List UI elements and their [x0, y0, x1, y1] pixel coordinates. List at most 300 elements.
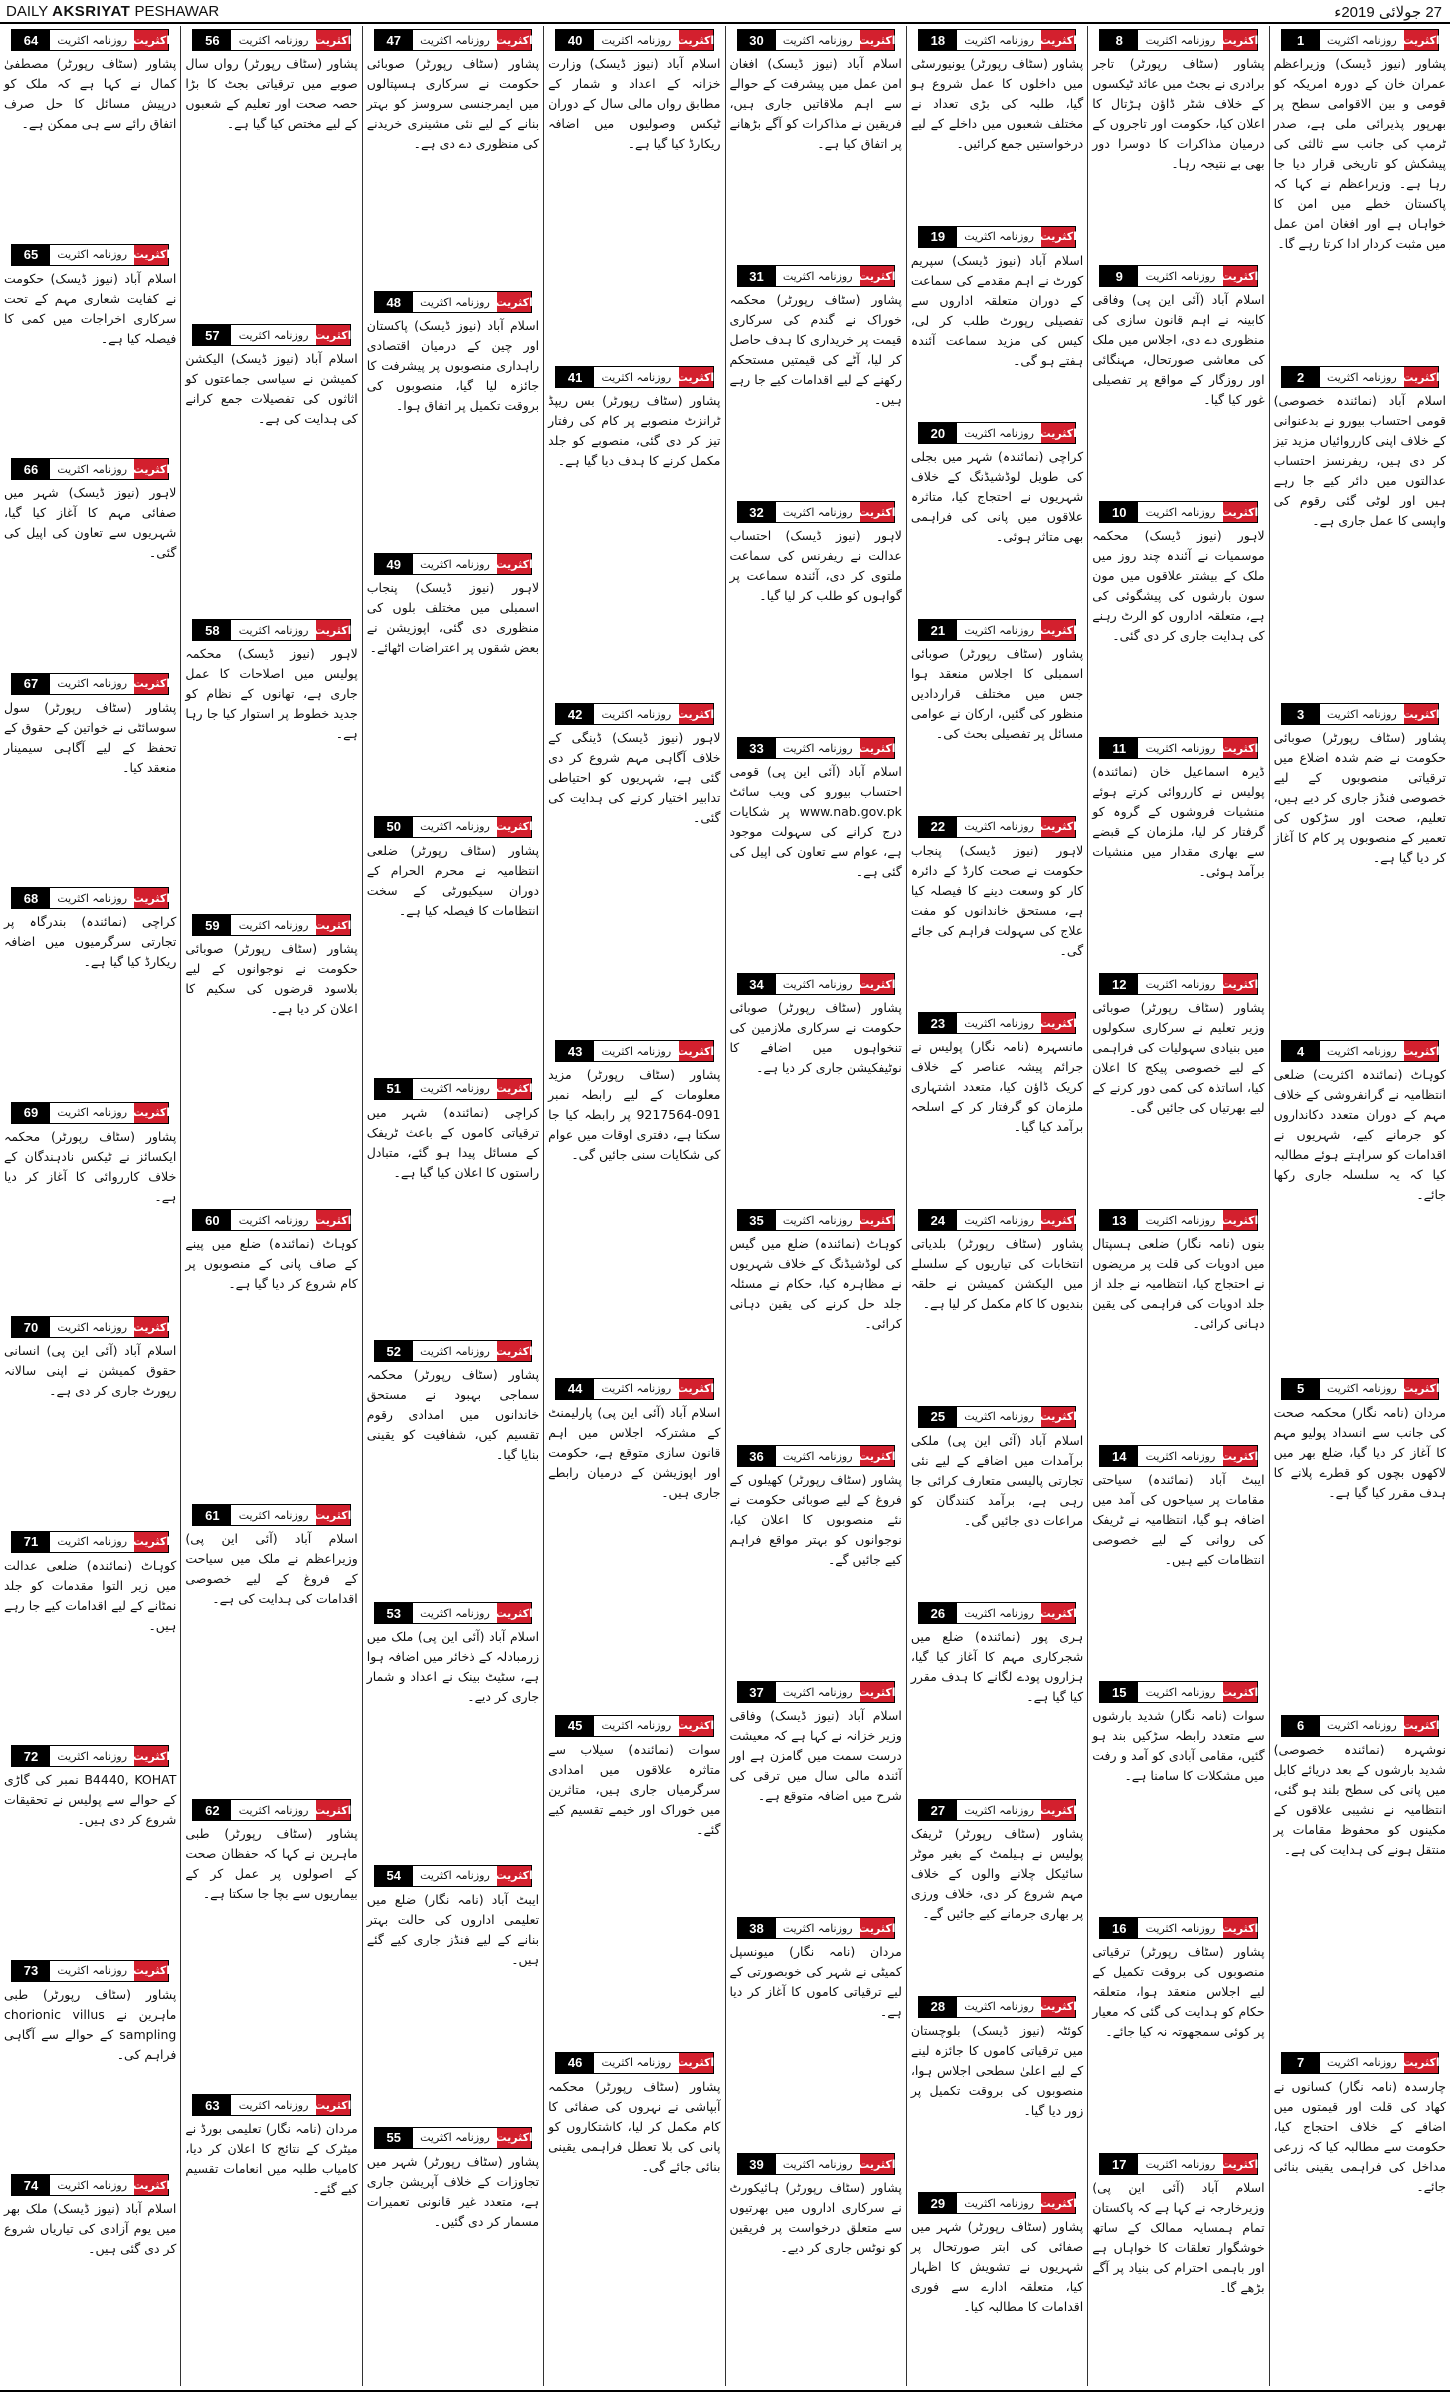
- classified-item: [366, 1862, 540, 2124]
- item-header: [1281, 1378, 1439, 1400]
- column: [362, 26, 543, 2386]
- item-text: اسلام آباد (نیوز ڈیسک) افغان امن عمل میں پیشرفت کے حوالے سے اہم ملاقاتیں جاری ہیں، فریقین نے مذاکرات کو آگے بڑھانے پر اتفاق کیا ہے۔: [729, 56, 902, 151]
- source-label: روزنامہ اکثریت: [1138, 30, 1222, 50]
- item-text: پشاور (سٹاف رپورٹر) محکمہ آبپاشی نے نہروں کی صفائی کا کام مکمل کر لیا، کاشتکاروں کو پانی کی بلا تعطل فراہمی یقینی بنائی جائے گی۔: [548, 2078, 721, 2174]
- source-label: روزنامہ اکثریت: [50, 1746, 134, 1766]
- source-label: روزنامہ اکثریت: [776, 1210, 860, 1230]
- item-number: 58: [193, 620, 231, 640]
- item-text: لاہور (نیوز ڈیسک) محکمہ پولیس میں اصلاحات کا عمل جاری ہے، تھانوں کے نظام کو جدید خطوط پر استوار کیا جا رہا ہے۔: [185, 646, 358, 741]
- classified-item: [1091, 1206, 1265, 1442]
- paper-logo-badge: اکثریت: [1223, 2154, 1257, 2174]
- source-label: روزنامہ اکثریت: [957, 817, 1041, 837]
- item-number: 43: [556, 1041, 594, 1061]
- item-header: [374, 291, 532, 313]
- item-number: 74: [12, 2175, 50, 2195]
- item-number: 26: [919, 1603, 957, 1623]
- item-number: 65: [12, 245, 50, 265]
- item-text: اسلام آباد (آئی این پی) ملک میں زرمبادلہ کے ذخائر میں اضافہ ہوا ہے، سٹیٹ بینک نے اعداد و شمار جاری کر دیے۔: [366, 1629, 540, 1705]
- item-header: [1099, 265, 1257, 287]
- classified-item: [184, 26, 358, 321]
- item-number: 13: [1100, 1210, 1138, 1230]
- classified-item: [366, 26, 540, 288]
- source-label: روزنامہ اکثریت: [776, 502, 860, 522]
- source-label: روزنامہ اکثریت: [594, 2053, 678, 2073]
- item-number: 41: [556, 367, 594, 387]
- item-number: 6: [1282, 1716, 1320, 1736]
- item-header: [1099, 737, 1257, 759]
- item-header: [1099, 1681, 1257, 1703]
- item-number: 32: [738, 502, 776, 522]
- item-text: اسلام آباد (آئی این پی) وفاقی کابینہ نے اہم قانون سازی کی منظوری دے دی، اجلاس میں ملک کی معاشی صورتحال، مہنگائی اور روزگار کے مواقع پر تفصیلی غور کیا گیا۔: [1092, 292, 1265, 407]
- item-text: ہری پور (نمائندہ) ضلع میں شجرکاری مہم کا آغاز کیا گیا، ہزاروں پودے لگانے کا ہدف مقرر کیا گیا ہے۔: [910, 1629, 1084, 1705]
- item-text: ایبٹ آباد (نمائندہ) سیاحتی مقامات پر سیاحوں کی آمد میں اضافہ ہو گیا، انتظامیہ نے ٹریفک کی روانی کے لیے خصوصی انتظامات کیے ہیں۔: [1092, 1472, 1265, 1567]
- paper-logo-badge: اکثریت: [316, 30, 350, 50]
- item-header: [918, 1012, 1076, 1034]
- item-text: ایبٹ آباد (نامہ نگار) ضلع میں تعلیمی اداروں کی حالت بہتر بنانے کے لیے فنڈز جاری کیے گئے ہیں۔: [366, 1891, 540, 1967]
- paper-logo-badge: اکثریت: [1041, 1997, 1075, 2017]
- paper-logo-badge: اکثریت: [679, 704, 713, 724]
- source-label: روزنامہ اکثریت: [957, 1210, 1041, 1230]
- source-label: روزنامہ اکثریت: [957, 1013, 1041, 1033]
- paper-logo-badge: اکثریت: [679, 1716, 713, 1736]
- item-number: 66: [12, 459, 50, 479]
- source-label: روزنامہ اکثریت: [413, 817, 497, 837]
- paper-logo-badge: اکثریت: [860, 974, 894, 994]
- classified-item: [729, 498, 903, 734]
- item-text: پشاور (سٹاف رپورٹر) سول سوسائٹی نے خواتین کے حقوق کے تحفظ کے لیے آگاہی سیمینار منعقد کیا۔: [4, 699, 177, 775]
- source-label: روزنامہ اکثریت: [776, 738, 860, 758]
- source-label: روزنامہ اکثریت: [231, 30, 315, 50]
- item-number: 52: [375, 1341, 413, 1361]
- item-header: [192, 1799, 350, 1821]
- classified-item: [1091, 2150, 1265, 2386]
- paper-logo-badge: اکثریت: [134, 1317, 168, 1337]
- item-header: [11, 673, 169, 695]
- item-text: اسلام آباد (آئی این پی) وزیراعظم نے ملک میں سیاحت کے فروغ کے لیے خصوصی اقدامات کی ہدایت کی ہے۔: [185, 1531, 358, 1606]
- source-label: روزنامہ اکثریت: [776, 1446, 860, 1466]
- item-header: [1281, 1715, 1439, 1737]
- source-label: روزنامہ اکثریت: [1138, 1210, 1222, 1230]
- classified-item: [184, 1206, 358, 1501]
- item-text: پشاور (سٹاف رپورٹر) صوبائی حکومت نے ضم شدہ اضلاع میں ترقیاتی منصوبوں کے لیے خصوصی فنڈز جاری کر دیے ہیں، تعلیم، صحت اور سڑکوں کی تعمیر کے منصوبوں پر کام کا آغاز کر دیا گیا ہے۔: [1273, 730, 1446, 866]
- item-text: پشاور (نیوز ڈیسک) وزیراعظم عمران خان کے دورہ امریکہ کو قومی و بین الاقوامی سطح پر بھرپور پذیرائی ملی ہے، صدر ٹرمپ کی جانب سے ثالثی کی پیشکش کو تاریخی قرار دیا جا رہا ہے۔ وزیراعظم نے کہا کہ پاکستان خطے میں امن کا خواہاں ہے اور افغان امن عمل میں مثبت کردار ادا کرتا رہے گا۔: [1273, 56, 1446, 251]
- source-label: روزنامہ اکثریت: [1320, 30, 1404, 50]
- item-text: پشاور (سٹاف رپورٹر) صوبائی حکومت نے سرکاری ہسپتالوں میں ایمرجنسی سروسز کو بہتر بنانے کے لیے نئی مشینری خریدنے کی منظوری دے دی ہے۔: [366, 56, 540, 151]
- item-number: 72: [12, 1746, 50, 1766]
- item-text: کراچی (نمائندہ) بندرگاہ پر تجارتی سرگرمیوں میں اضافہ ریکارڈ کیا گیا ہے۔: [4, 914, 177, 970]
- source-label: روزنامہ اکثریت: [1320, 1041, 1404, 1061]
- item-header: [555, 1040, 713, 1062]
- item-text: اسلام آباد (نمائندہ خصوصی) قومی احتساب بیورو نے بدعنوانی کے خلاف اپنی کارروائیاں مزید تیز کر دی ہیں، ریفرنسز احتساب عدالتوں میں دائر کیے جا رہے ہیں اور لوٹی گئی رقوم کی واپسی کا عمل جاری ہے۔: [1273, 393, 1446, 529]
- paper-logo-badge: اکثریت: [1041, 227, 1075, 247]
- item-text: پشاور (سٹاف رپورٹر) ہائیکورٹ نے سرکاری اداروں میں بھرتیوں سے متعلق درخواست پر فریقین کو نوٹس جاری کر دیے۔: [729, 2180, 902, 2255]
- item-header: [374, 1340, 532, 1362]
- source-label: روزنامہ اکثریت: [1320, 2053, 1404, 2073]
- column: [725, 26, 906, 2386]
- paper-logo-badge: اکثریت: [1223, 1446, 1257, 1466]
- item-text: کراچی (نمائندہ) شہر میں ترقیاتی کاموں کے باعث ٹریفک کے مسائل پیدا ہو گئے، متبادل راستوں کا اعلان کیا گیا ہے۔: [366, 1104, 540, 1180]
- classified-item: [1273, 700, 1447, 1037]
- item-header: [192, 619, 350, 641]
- source-label: روزنامہ اکثریت: [1320, 367, 1404, 387]
- paper-logo-badge: اکثریت: [134, 245, 168, 265]
- classified-item: [910, 1403, 1084, 1600]
- paper-logo-badge: اکثریت: [1223, 974, 1257, 994]
- paper-logo-badge: اکثریت: [497, 292, 531, 312]
- source-label: روزنامہ اکثریت: [957, 1407, 1041, 1427]
- item-number: 14: [1100, 1446, 1138, 1466]
- source-label: روزنامہ اکثریت: [957, 1800, 1041, 1820]
- classified-item: [1091, 1442, 1265, 1678]
- item-text: پشاور (سٹاف رپورٹر) محکمہ سماجی بہبود نے مستحق خاندانوں میں امدادی رقوم تقسیم کیں، شفافیت کو یقینی بنایا گیا۔: [366, 1367, 540, 1463]
- classified-item: [366, 288, 540, 550]
- source-label: روزنامہ اکثریت: [594, 1379, 678, 1399]
- item-number: 21: [919, 620, 957, 640]
- paper-logo-badge: اکثریت: [497, 1341, 531, 1361]
- item-header: [737, 973, 895, 995]
- paper-logo-badge: اکثریت: [1041, 1407, 1075, 1427]
- paper-logo-badge: اکثریت: [1404, 2053, 1438, 2073]
- source-label: روزنامہ اکثریت: [413, 1603, 497, 1623]
- item-text: اسلام آباد (آئی این پی) انسانی حقوق کمیشن نے اپنی سالانہ رپورٹ جاری کر دی ہے۔: [4, 1343, 177, 1399]
- classified-item: [547, 700, 721, 1037]
- item-text: مانسہرہ (نامہ نگار) پولیس نے جرائم پیشہ عناصر کے خلاف کریک ڈاؤن کیا، متعدد اشتہاری ملزمان کو گرفتار کر کے اسلحہ برآمد کیا گیا۔: [910, 1039, 1084, 1135]
- item-header: [918, 1406, 1076, 1428]
- classified-item: [366, 1599, 540, 1861]
- source-label: روزنامہ اکثریت: [50, 245, 134, 265]
- paper-logo-badge: اکثریت: [1404, 1716, 1438, 1736]
- paper-logo-badge: اکثریت: [134, 888, 168, 908]
- item-number: 24: [919, 1210, 957, 1230]
- source-label: روزنامہ اکثریت: [50, 674, 134, 694]
- item-text: لاہور (نیوز ڈیسک) ڈینگی کے خلاف آگاہی مہم شروع کر دی گئی ہے، شہریوں کو احتیاطی تدابیر اختیار کرنے کی ہدایت کی گئی۔: [548, 730, 721, 826]
- paper-logo-badge: اکثریت: [860, 1210, 894, 1230]
- item-header: [374, 553, 532, 575]
- classified-item: [184, 1501, 358, 1796]
- issue-date: 27 جولائی 2019ء: [1334, 4, 1442, 21]
- item-number: 34: [738, 974, 776, 994]
- item-header: [555, 2052, 713, 2074]
- column: [543, 26, 724, 2386]
- item-number: 9: [1100, 266, 1138, 286]
- paper-logo-badge: اکثریت: [1404, 1041, 1438, 1061]
- item-number: 35: [738, 1210, 776, 1230]
- item-header: [1281, 703, 1439, 725]
- item-header: [1099, 1209, 1257, 1231]
- item-header: [555, 1715, 713, 1737]
- item-text: اسلام آباد (نیوز ڈیسک) وفاقی وزیر خزانہ نے کہا ہے کہ معیشت درست سمت میں گامزن ہے اور آئندہ مالی سال میں ترقی کی شرح میں اضافہ متوقع ہے۔: [729, 1708, 902, 1803]
- item-number: 4: [1282, 1041, 1320, 1061]
- classified-item: [729, 26, 903, 262]
- source-label: روزنامہ اکثریت: [50, 1103, 134, 1123]
- classified-item: [1273, 363, 1447, 700]
- classified-item: [3, 26, 177, 241]
- item-header: [737, 1917, 895, 1939]
- paper-logo-badge: اکثریت: [679, 1041, 713, 1061]
- paper-logo-badge: اکثریت: [1223, 1918, 1257, 1938]
- item-text: پشاور (سٹاف رپورٹر) تاجر برادری نے بجٹ میں عائد ٹیکسوں کے خلاف شٹر ڈاؤن ہڑتال کا اعلان کیا، حکومت اور تاجروں کے درمیان مذاکرات کا دوسرا دور بھی بے نتیجہ رہا۔: [1092, 56, 1265, 171]
- paper-logo-badge: اکثریت: [1223, 1210, 1257, 1230]
- source-label: روزنامہ اکثریت: [1320, 1716, 1404, 1736]
- source-label: روزنامہ اکثریت: [1138, 1682, 1222, 1702]
- item-header: [11, 458, 169, 480]
- item-text: لاہور (نیوز ڈیسک) محکمہ موسمیات نے آئندہ چند روز میں ملک کے بیشتر علاقوں میں مون سون بارشوں کی پیشگوئی کی ہے، متعلقہ اداروں کو الرٹ رہنے کی ہدایت جاری کر دی گئی۔: [1092, 528, 1265, 643]
- paper-logo-badge: اکثریت: [1223, 30, 1257, 50]
- item-text: لاہور (نیوز ڈیسک) پنجاب حکومت نے صحت کارڈ کے دائرہ کار کو وسعت دینے کا فیصلہ کیا ہے، مستحق خاندانوں کو مفت علاج کی سہولت فراہم کی جائے گی۔: [910, 842, 1084, 958]
- source-label: روزنامہ اکثریت: [413, 554, 497, 574]
- item-number: 25: [919, 1407, 957, 1427]
- classified-item: [910, 616, 1084, 813]
- item-number: 37: [738, 1682, 776, 1702]
- source-label: روزنامہ اکثریت: [594, 1716, 678, 1736]
- item-text: پشاور (سٹاف رپورٹر) طبی ماہرین نے کہا کہ حفظان صحت کے اصولوں پر عمل کر کے بیماریوں سے بچا جا سکتا ہے۔: [185, 1826, 358, 1901]
- source-label: روزنامہ اکثریت: [594, 30, 678, 50]
- item-number: 64: [12, 30, 50, 50]
- classified-item: [910, 813, 1084, 1010]
- paper-logo-badge: اکثریت: [1041, 1013, 1075, 1033]
- classified-item: [910, 1599, 1084, 1796]
- source-label: روزنامہ اکثریت: [1138, 738, 1222, 758]
- paper-logo-badge: اکثریت: [1041, 2193, 1075, 2213]
- item-text: اسلام آباد (نیوز ڈیسک) وزارت خزانہ کے اعداد و شمار کے مطابق رواں مالی سال کے دوران ٹیکس وصولیوں میں اضافہ ریکارڈ کیا گیا ہے۔: [548, 56, 721, 151]
- paper-logo-badge: اکثریت: [497, 1079, 531, 1099]
- item-header: [918, 2192, 1076, 2214]
- item-header: [918, 1602, 1076, 1624]
- item-number: 20: [919, 423, 957, 443]
- paper-logo-badge: اکثریت: [316, 1800, 350, 1820]
- item-header: [555, 366, 713, 388]
- item-number: 42: [556, 704, 594, 724]
- item-header: [1099, 2153, 1257, 2175]
- item-number: 47: [375, 30, 413, 50]
- classified-item: [1091, 734, 1265, 970]
- paper-logo-badge: اکثریت: [860, 30, 894, 50]
- item-header: [192, 914, 350, 936]
- item-number: 53: [375, 1603, 413, 1623]
- item-number: 11: [1100, 738, 1138, 758]
- source-label: روزنامہ اکثریت: [957, 2193, 1041, 2213]
- item-header: [11, 2174, 169, 2196]
- item-text: پشاور (سٹاف رپورٹر) ترقیاتی منصوبوں کی بروقت تکمیل کے لیے اجلاس منعقد ہوا، متعلقہ حکام کو ہدایت کی گئی کہ معیار پر کوئی سمجھوتہ نہ کیا جائے۔: [1092, 1944, 1265, 2039]
- paper-logo-badge: اکثریت: [1223, 266, 1257, 286]
- item-header: [737, 265, 895, 287]
- item-number: 30: [738, 30, 776, 50]
- item-number: 1: [1282, 30, 1320, 50]
- source-label: روزنامہ اکثریت: [50, 1961, 134, 1981]
- paper-logo-badge: اکثریت: [1404, 1379, 1438, 1399]
- classified-item: [1091, 262, 1265, 498]
- source-label: روزنامہ اکثریت: [1138, 1918, 1222, 1938]
- item-number: 28: [919, 1997, 957, 2017]
- column: [906, 26, 1087, 2386]
- source-label: روزنامہ اکثریت: [1320, 1379, 1404, 1399]
- item-header: [1281, 2052, 1439, 2074]
- source-label: روزنامہ اکثریت: [50, 30, 134, 50]
- item-number: 44: [556, 1379, 594, 1399]
- item-text: پشاور (سٹاف رپورٹر) مزید معلومات کے لیے رابطہ نمبر 091-9217564 پر رابطہ کیا جا سکتا ہے، دفتری اوقات میں عوام کی شکایات سنی جائیں گی۔: [548, 1067, 721, 1163]
- item-text: اسلام آباد (آئی این پی) قومی احتساب بیورو کی ویب سائٹ www.nab.gov.pk پر شکایات درج کرانے کی سہولت موجود ہے، عوام سے تعاون کی اپیل کی گئی ہے۔: [729, 764, 902, 879]
- item-number: 54: [375, 1866, 413, 1886]
- columns-container: [0, 26, 1450, 2386]
- classified-item: [547, 1037, 721, 1374]
- item-header: [192, 324, 350, 346]
- item-header: [1281, 1040, 1439, 1062]
- source-label: روزنامہ اکثریت: [231, 1505, 315, 1525]
- source-label: روزنامہ اکثریت: [957, 227, 1041, 247]
- item-text: پشاور (سٹاف رپورٹر) شہر میں تجاوزات کے خلاف آپریشن جاری ہے، متعدد غیر قانونی تعمیرات مسمار کر دی گئیں۔: [366, 2153, 540, 2229]
- paper-logo-badge: اکثریت: [679, 1379, 713, 1399]
- paper-logo-badge: اکثریت: [316, 1505, 350, 1525]
- classified-item: [910, 26, 1084, 223]
- classified-item: [3, 241, 177, 456]
- item-header: [11, 887, 169, 909]
- item-text: اسلام آباد (آئی این پی) پارلیمنٹ کے مشترکہ اجلاس میں اہم قانون سازی متوقع ہے، حکومت اور اپوزیشن کے درمیان رابطے جاری ہیں۔: [548, 1404, 721, 1500]
- classified-item: [184, 1796, 358, 2091]
- item-text: سوات (نمائندہ) سیلاب سے متاثرہ علاقوں میں امدادی سرگرمیاں جاری ہیں، متاثرین میں خوراک اور خیمے تقسیم کیے گئے۔: [548, 1741, 721, 1837]
- paper-logo-badge: اکثریت: [134, 1961, 168, 1981]
- source-label: روزنامہ اکثریت: [231, 325, 315, 345]
- item-text: اسلام آباد (نیوز ڈیسک) ملک بھر میں یوم آزادی کی تیاریاں شروع کر دی گئی ہیں۔: [4, 2201, 177, 2257]
- item-header: [1281, 29, 1439, 51]
- item-number: 68: [12, 888, 50, 908]
- paper-logo-badge: اکثریت: [497, 817, 531, 837]
- item-number: 3: [1282, 704, 1320, 724]
- classified-item: [729, 1914, 903, 2150]
- source-label: روزنامہ اکثریت: [50, 1532, 134, 1552]
- source-label: روزنامہ اکثریت: [1138, 1446, 1222, 1466]
- item-number: 59: [193, 915, 231, 935]
- source-label: روزنامہ اکثریت: [50, 459, 134, 479]
- paper-logo-badge: اکثریت: [1223, 502, 1257, 522]
- item-text: پشاور (سٹاف رپورٹر) یونیورسٹی میں داخلوں کا عمل شروع ہو گیا، طلبہ کی بڑی تعداد نے مختلف شعبوں میں داخلے کے لیے درخواستیں جمع کرائیں۔: [910, 56, 1084, 151]
- paper-logo-badge: اکثریت: [497, 554, 531, 574]
- item-text: کوہاٹ (نمائندہ) ضلع میں پینے کے صاف پانی کے منصوبوں پر کام شروع کر دیا گیا ہے۔: [185, 1236, 358, 1291]
- item-header: [737, 2153, 895, 2175]
- item-number: 16: [1100, 1918, 1138, 1938]
- item-text: اسلام آباد (نیوز ڈیسک) سپریم کورٹ نے اہم مقدمے کی سماعت کے دوران متعلقہ اداروں سے تفصیلی رپورٹ طلب کر لی، کیس کی مزید سماعت آئندہ ہفتے ہو گی۔: [910, 252, 1084, 368]
- item-number: 69: [12, 1103, 50, 1123]
- classified-item: [3, 2171, 177, 2386]
- paper-logo-badge: اکثریت: [1404, 367, 1438, 387]
- source-label: روزنامہ اکثریت: [1138, 974, 1222, 994]
- column: [0, 26, 180, 2386]
- item-header: [1099, 1917, 1257, 1939]
- source-label: روزنامہ اکثریت: [413, 1079, 497, 1099]
- item-text: پشاور (سٹاف رپورٹر) بلدیاتی انتخابات کی تیاریوں کے سلسلے میں الیکشن کمیشن نے حلقہ بندیوں کا کام مکمل کر لیا ہے۔: [910, 1236, 1084, 1312]
- item-header: [374, 1865, 532, 1887]
- item-number: 27: [919, 1800, 957, 1820]
- item-number: 71: [12, 1532, 50, 1552]
- item-text: پشاور (سٹاف رپورٹر) محکمہ ایکسائز نے ٹیکس نادہندگان کے خلاف کارروائی کا آغاز کر دیا ہے۔: [4, 1128, 177, 1204]
- source-label: روزنامہ اکثریت: [231, 1800, 315, 1820]
- classified-item: [910, 1796, 1084, 1993]
- classified-item: [3, 1957, 177, 2172]
- item-text: پشاور (سٹاف رپورٹر) کھیلوں کے فروغ کے لیے صوبائی حکومت نے نئے منصوبوں کا اعلان کیا، نوجوانوں کو بہتر مواقع فراہم کیے جائیں گے۔: [729, 1472, 902, 1567]
- source-label: روزنامہ اکثریت: [413, 1341, 497, 1361]
- classified-item: [3, 1528, 177, 1743]
- item-header: [374, 1078, 532, 1100]
- classified-item: [3, 455, 177, 670]
- paper-logo-badge: اکثریت: [134, 1532, 168, 1552]
- paper-logo-badge: اکثریت: [497, 30, 531, 50]
- item-text: پشاور (سٹاف رپورٹر) مصطفیٰ کمال نے کہا ہے کہ ملک کو درپیش مسائل کا حل صرف اتفاق رائے سے ہی ممکن ہے۔: [4, 56, 177, 131]
- item-header: [737, 737, 895, 759]
- source-label: روزنامہ اکثریت: [231, 2095, 315, 2115]
- classified-item: [910, 1206, 1084, 1403]
- item-text: لاہور (نیوز ڈیسک) شہر میں صفائی مہم کا آغاز کیا گیا، شہریوں سے تعاون کی اپیل کی گئی۔: [4, 485, 177, 561]
- source-label: روزنامہ اکثریت: [1320, 704, 1404, 724]
- paper-logo-badge: اکثریت: [316, 325, 350, 345]
- classified-item: [366, 1337, 540, 1599]
- source-label: روزنامہ اکثریت: [776, 1918, 860, 1938]
- classified-item: [1091, 1678, 1265, 1914]
- paper-logo-badge: اکثریت: [860, 738, 894, 758]
- item-header: [11, 1316, 169, 1338]
- classified-item: [184, 2091, 358, 2386]
- classified-item: [1091, 1914, 1265, 2150]
- item-header: [11, 1745, 169, 1767]
- bottom-rule: [0, 2390, 1450, 2392]
- paper-logo-badge: اکثریت: [134, 459, 168, 479]
- item-number: 39: [738, 2154, 776, 2174]
- item-header: [192, 1504, 350, 1526]
- classified-item: [3, 884, 177, 1099]
- paper-logo-badge: اکثریت: [497, 1603, 531, 1623]
- item-text: مردان (نامہ نگار) میونسپل کمیٹی نے شہر کی خوبصورتی کے لیے ترقیاتی کاموں کا آغاز کر دیا ہے۔: [729, 1944, 902, 2019]
- item-header: [11, 29, 169, 51]
- item-text: پشاور (سٹاف رپورٹر) صوبائی اسمبلی کا اجلاس منعقد ہوا جس میں مختلف قراردادیں منظور کی گئیں، ارکان نے عوامی مسائل پر تفصیلی بحث کی۔: [910, 646, 1084, 742]
- classified-item: [729, 262, 903, 498]
- source-label: روزنامہ اکثریت: [957, 1997, 1041, 2017]
- item-number: 73: [12, 1961, 50, 1981]
- item-header: [918, 422, 1076, 444]
- item-text: پشاور (سٹاف رپورٹر) بس ریپڈ ٹرانزٹ منصوبے پر کام کی رفتار تیز کر دی گئی، منصوبے کو جلد مکمل کرنے کا ہدف دیا گیا ہے۔: [548, 393, 721, 469]
- item-text: B4440, KOHAT نمبر کی گاڑی کے حوالے سے پولیس نے تحقیقات شروع کر دی ہیں۔: [4, 1772, 177, 1828]
- item-text: سوات (نامہ نگار) شدید بارشوں سے متعدد رابطہ سڑکیں بند ہو گئیں، مقامی آبادی کو آمد و رفت میں مشکلات کا سامنا ہے۔: [1092, 1708, 1265, 1783]
- item-number: 33: [738, 738, 776, 758]
- column: [1269, 26, 1450, 2386]
- item-number: 15: [1100, 1682, 1138, 1702]
- item-number: 60: [193, 1210, 231, 1230]
- paper-logo-badge: اکثریت: [860, 502, 894, 522]
- item-text: اسلام آباد (آئی این پی) ملکی برآمدات میں اضافے کے لیے نئی تجارتی پالیسی متعارف کرائی جا رہی ہے، برآمد کنندگان کو مراعات دی جائیں گی۔: [910, 1432, 1084, 1528]
- paper-logo-badge: اکثریت: [679, 2053, 713, 2073]
- item-header: [374, 2127, 532, 2149]
- item-header: [918, 619, 1076, 641]
- item-number: 48: [375, 292, 413, 312]
- item-text: اسلام آباد (آئی این پی) وزیرخارجہ نے کہا ہے کہ پاکستان تمام ہمسایہ ممالک کے ساتھ خوشگوار تعلقات کا خواہاں ہے اور باہمی احترام کی بنیاد پر آگے بڑھے گا۔: [1092, 2180, 1265, 2295]
- classified-item: [1091, 498, 1265, 734]
- classified-item: [910, 1993, 1084, 2190]
- paper-logo-badge: اکثریت: [860, 2154, 894, 2174]
- item-header: [737, 501, 895, 523]
- item-number: 31: [738, 266, 776, 286]
- paper-logo-badge: اکثریت: [1041, 1210, 1075, 1230]
- item-number: 57: [193, 325, 231, 345]
- paper-logo-badge: اکثریت: [1041, 1800, 1075, 1820]
- paper-logo-badge: اکثریت: [134, 30, 168, 50]
- classified-item: [910, 1009, 1084, 1206]
- item-text: چارسدہ (نامہ نگار) کسانوں نے کھاد کی قلت اور قیمتوں میں اضافے کے خلاف احتجاج کیا، حکومت سے مطالبہ کیا کہ زرعی مداخل کی فراہمی یقینی بنائی جائے۔: [1273, 2078, 1446, 2194]
- classified-item: [1273, 2049, 1447, 2386]
- item-number: 49: [375, 554, 413, 574]
- classified-item: [547, 26, 721, 363]
- item-header: [11, 1531, 169, 1553]
- source-label: روزنامہ اکثریت: [957, 30, 1041, 50]
- classified-item: [1273, 1037, 1447, 1374]
- item-text: پشاور (سٹاف رپورٹر) شہر میں صفائی کی ابتر صورتحال پر شہریوں نے تشویش کا اظہار کیا، متعلقہ ادارے سے فوری اقدامات کا مطالبہ کیا۔: [910, 2219, 1084, 2315]
- classified-item: [1273, 26, 1447, 363]
